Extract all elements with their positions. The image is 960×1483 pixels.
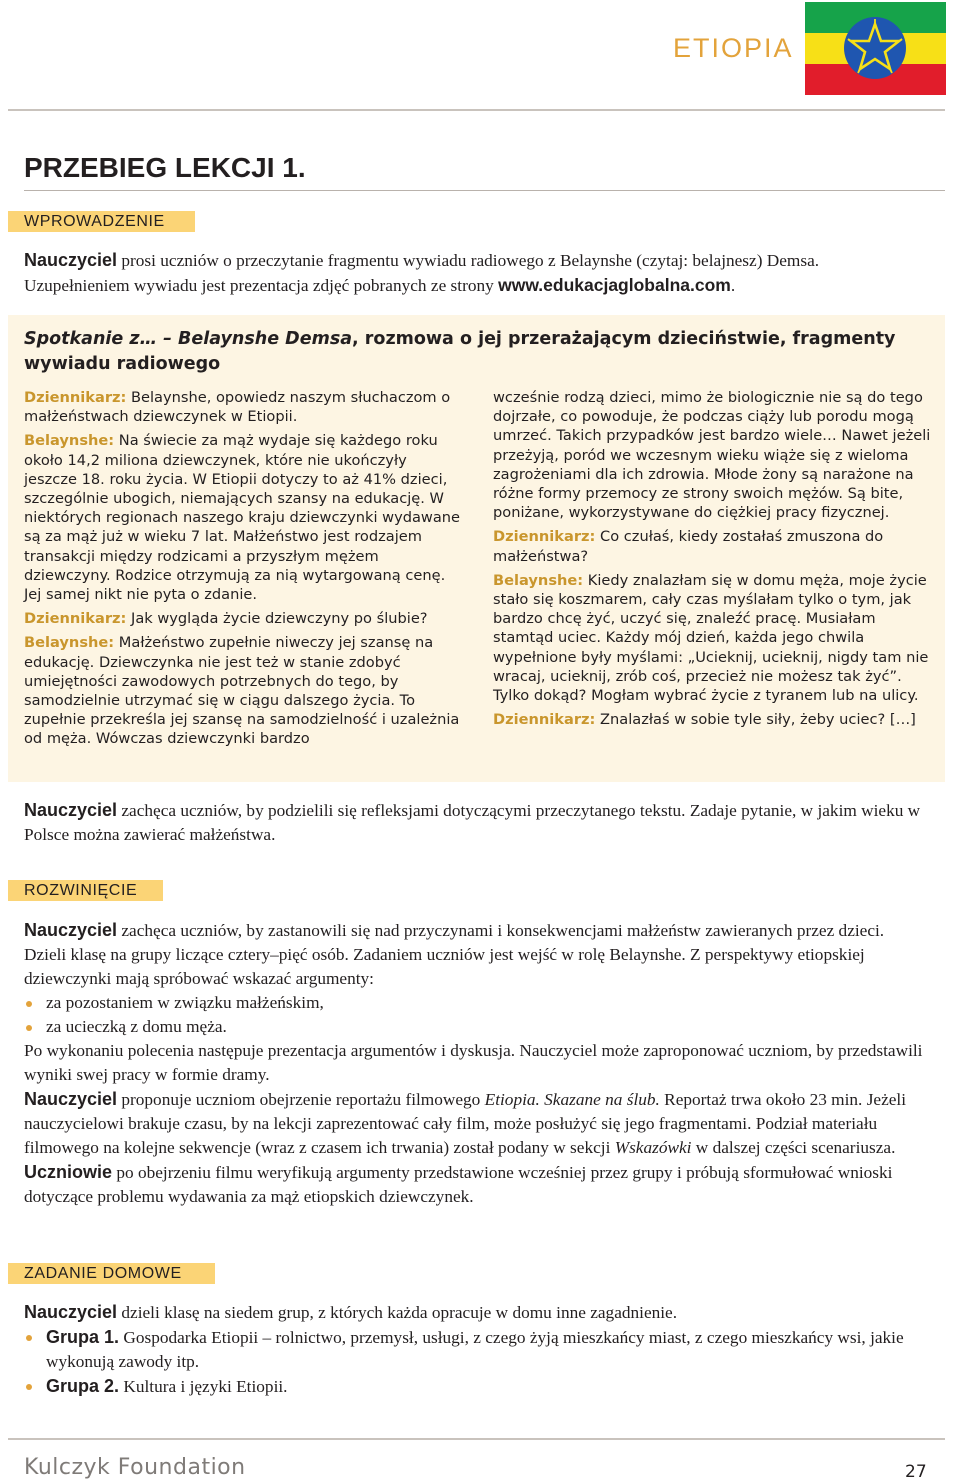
section-tag-homework: ZADANIE DOMOWE <box>8 1263 215 1284</box>
interview-left-column <box>24 388 464 754</box>
actor-teacher: Nauczyciel <box>24 1302 118 1322</box>
speaker-label: Dziennikarz: <box>24 610 127 628</box>
list-item: Grupa 2. Kultura i języki Etiopii. <box>24 1374 924 1399</box>
interview-entry: Belaynshe: Kiedy znalazłam się w domu męża, moje życie stało się koszmarem, cały czas myślałam tylko o tym, jak bardzo chcę żyć, uczyć się, znaleźć pracę. Musiałam stamtąd uciec. Każdy mój dzień, każda jego chwila wypełnione były myślami: „Ucieknij, ucieknij, nigdy tam nie wracaj, ucieknij, zrób coś, przecież nie możesz tak żyć”. Tylko dokąd? Mogłam wybrać życie z tyranem lub na ulicy. <box>493 571 929 705</box>
development-paragraph: Uczniowie po obejrzeniu filmu weryfikują argumenty przedstawione wcześniej przez grupy i próbują sformułować wnioski dotyczące problemu wydawania za mąż etiopskich dziewczynek. <box>24 1162 893 1206</box>
development-paragraph: Nauczyciel proponuje uczniom obejrzenie reportażu filmowego Etiopia. Skazane na ślub. Reportaż trwa około 23 min. Jeżeli nauczycielowi brakuje czasu, by na lekcji zaprezentować cały film, może posłużyć się jego fragmentami. Podział materiału filmowego na kolejne sekwencje (wraz z czasem ich trwania) został podany w sekcji Wskazówki w dalszej części scenariusza. <box>24 1089 907 1157</box>
speaker-label: Dziennikarz: <box>24 389 127 406</box>
speaker-label: Belaynshe: <box>493 571 584 589</box>
actor-students: Uczniowie <box>24 1162 113 1182</box>
homework-paragraph: Nauczyciel dzieli klasę na siedem grup, z których każda opracuje w domu inne zagadnienie. <box>24 1302 678 1322</box>
list-item: Grupa 1. Gospodarka Etiopii – rolnictwo, przemysł, usługi, z czego żyją mieszkańcy miast, z czego mieszkańcy wsi, jakie wykonują zawody itp. <box>24 1325 924 1374</box>
actor-teacher: Nauczyciel <box>24 920 118 940</box>
development-body <box>24 918 924 1209</box>
development-paragraph: Nauczyciel zachęca uczniów, by zastanowili się nad przyczynami i konsekwencjami małżeństw zawieranych przez dzieci. Dzieli klasę na grupy liczące cztery–pięć osób. Zadaniem uczniów jest wejść w rolę Belaynshe. Z perspektywy etiopskiej dziewczynki mają spróbować wskazać argumenty: <box>24 920 885 988</box>
interview-entry: Belaynshe: Małżeństwo zupełnie niweczy jej szansę na edukację. Dziewczynka nie jest też w stanie zdobyć umiejętności zawodowych potrzebnych do tego, by samodzielnie utrzymać się w ciągu dalszego życia. To zupełnie przekreśla jej szansę na samodzielność i uzależnia od męża. Wówczas dziewczynki bardzo <box>24 634 460 748</box>
footer-organization: Kulczyk Foundation <box>24 1455 246 1480</box>
actor-teacher: Nauczyciel <box>24 250 118 270</box>
speaker-label: Dziennikarz: <box>493 711 596 729</box>
section-tag-development: ROZWINIĘCIE <box>8 880 163 901</box>
development-paragraph: Po wykonaniu polecenia następuje prezentacja argumentów i dyskusja. Nauczyciel może zaproponować uczniom, by przedstawili wyniki swej pracy w formie dramy. <box>24 1041 923 1084</box>
interview-entry: wcześnie rodzą dzieci, mimo że biologicznie nie są do tego dojrzałe, co powoduje, że podczas ciąży lub porodu mogą umrzeć. Takich przypadków jest bardzo wiele… Nawet jeżeli przeżyją, poród we wczesnym wieku wiąże się z wieloma zagrożeniami dla ich zdrowia. Młode żony są narażone na różne formy przemocy ze strony swoich mężów. Są bite, poniżane, wykorzystywane do ciężkiej pracy fizycznej. <box>493 389 931 522</box>
actor-teacher: Nauczyciel <box>24 1089 118 1109</box>
intro-paragraph: Nauczyciel prosi uczniów o przeczytanie fragmentu wywiadu radiowego z Belaynshe (czytaj: belajnesz) Demsa. Uzupełnieniem wywiadu jest prezentacja zdjęć pobranych ze strony www.edukacjaglobalna.com. <box>24 250 820 295</box>
speaker-label: Belaynshe: <box>24 634 115 652</box>
interview-entry: Dziennikarz: Znalazłaś w sobie tyle siły, żeby uciec? […] <box>493 711 916 729</box>
film-title: Etiopia. Skazane na ślub. <box>484 1090 660 1109</box>
homework-body <box>24 1300 924 1399</box>
website-link[interactable]: www.edukacjaglobalna.com <box>498 275 731 295</box>
interview-entry: Dziennikarz: Co czułaś, kiedy zostałaś zmuszona do małżeństwa? <box>493 528 884 565</box>
title-divider <box>24 190 945 191</box>
speaker-label: Belaynshe: <box>24 432 115 450</box>
section-tag-intro: WPROWADZENIE <box>8 211 195 232</box>
interview-right-column <box>493 388 933 734</box>
section-reference: Wskazówki <box>614 1138 692 1157</box>
interview-entry: Dziennikarz: Jak wygląda życie dziewczyny po ślubie? <box>24 610 428 628</box>
groups-list <box>24 1325 924 1399</box>
section-country-label: ETIOPIA <box>673 33 794 63</box>
speaker-label: Dziennikarz: <box>493 528 596 546</box>
interview-title: Spotkanie z… – Belaynshe Demsa, rozmowa o jej przerażającym dzieciństwie, fragmenty wywiadu radiowego <box>24 329 896 374</box>
interview-entry: Dziennikarz: Belaynshe, opowiedz naszym słuchaczom o małżeństwach dziewczynek w Etiopii. <box>24 389 451 426</box>
list-item: za pozostaniem w związku małżeńskim, <box>24 991 924 1015</box>
page-number: 27 <box>905 1462 927 1482</box>
header-divider <box>8 109 945 111</box>
footer-divider <box>8 1438 945 1440</box>
reflection-paragraph: Nauczyciel zachęca uczniów, by podzielili się refleksjami dotyczącymi przeczytanego tekstu. Zadaje pytanie, w jakim wieku w Polsce można zawierać małżeństwa. <box>24 800 921 844</box>
page-title: PRZEBIEG LEKCJI 1. <box>24 152 306 183</box>
arguments-list <box>24 991 924 1039</box>
interview-entry: Belaynshe: Na świecie za mąż wydaje się każdego roku około 14,2 miliona dziewczynek, które nie ukończyły jeszcze 18. roku życia. W Etiopii dotyczy to aż 41% dzieci, szczególnie ubogich, niemających szansy na edukację. W niektórych regionach naszego kraju dziewczynki wydawane są za mąż już w wieku 7 lat. Małżeństwo jest rodzajem transakcji między rodzicami a przyszłym mężem dziewczyny. Rodzice otrzymują za nią wytargowaną cenę. Jej samej nikt nie pyta o zdanie. <box>24 432 461 604</box>
actor-teacher: Nauczyciel <box>24 800 118 820</box>
ethiopia-flag-icon <box>805 2 946 95</box>
list-item: za ucieczką z domu męża. <box>24 1015 924 1039</box>
